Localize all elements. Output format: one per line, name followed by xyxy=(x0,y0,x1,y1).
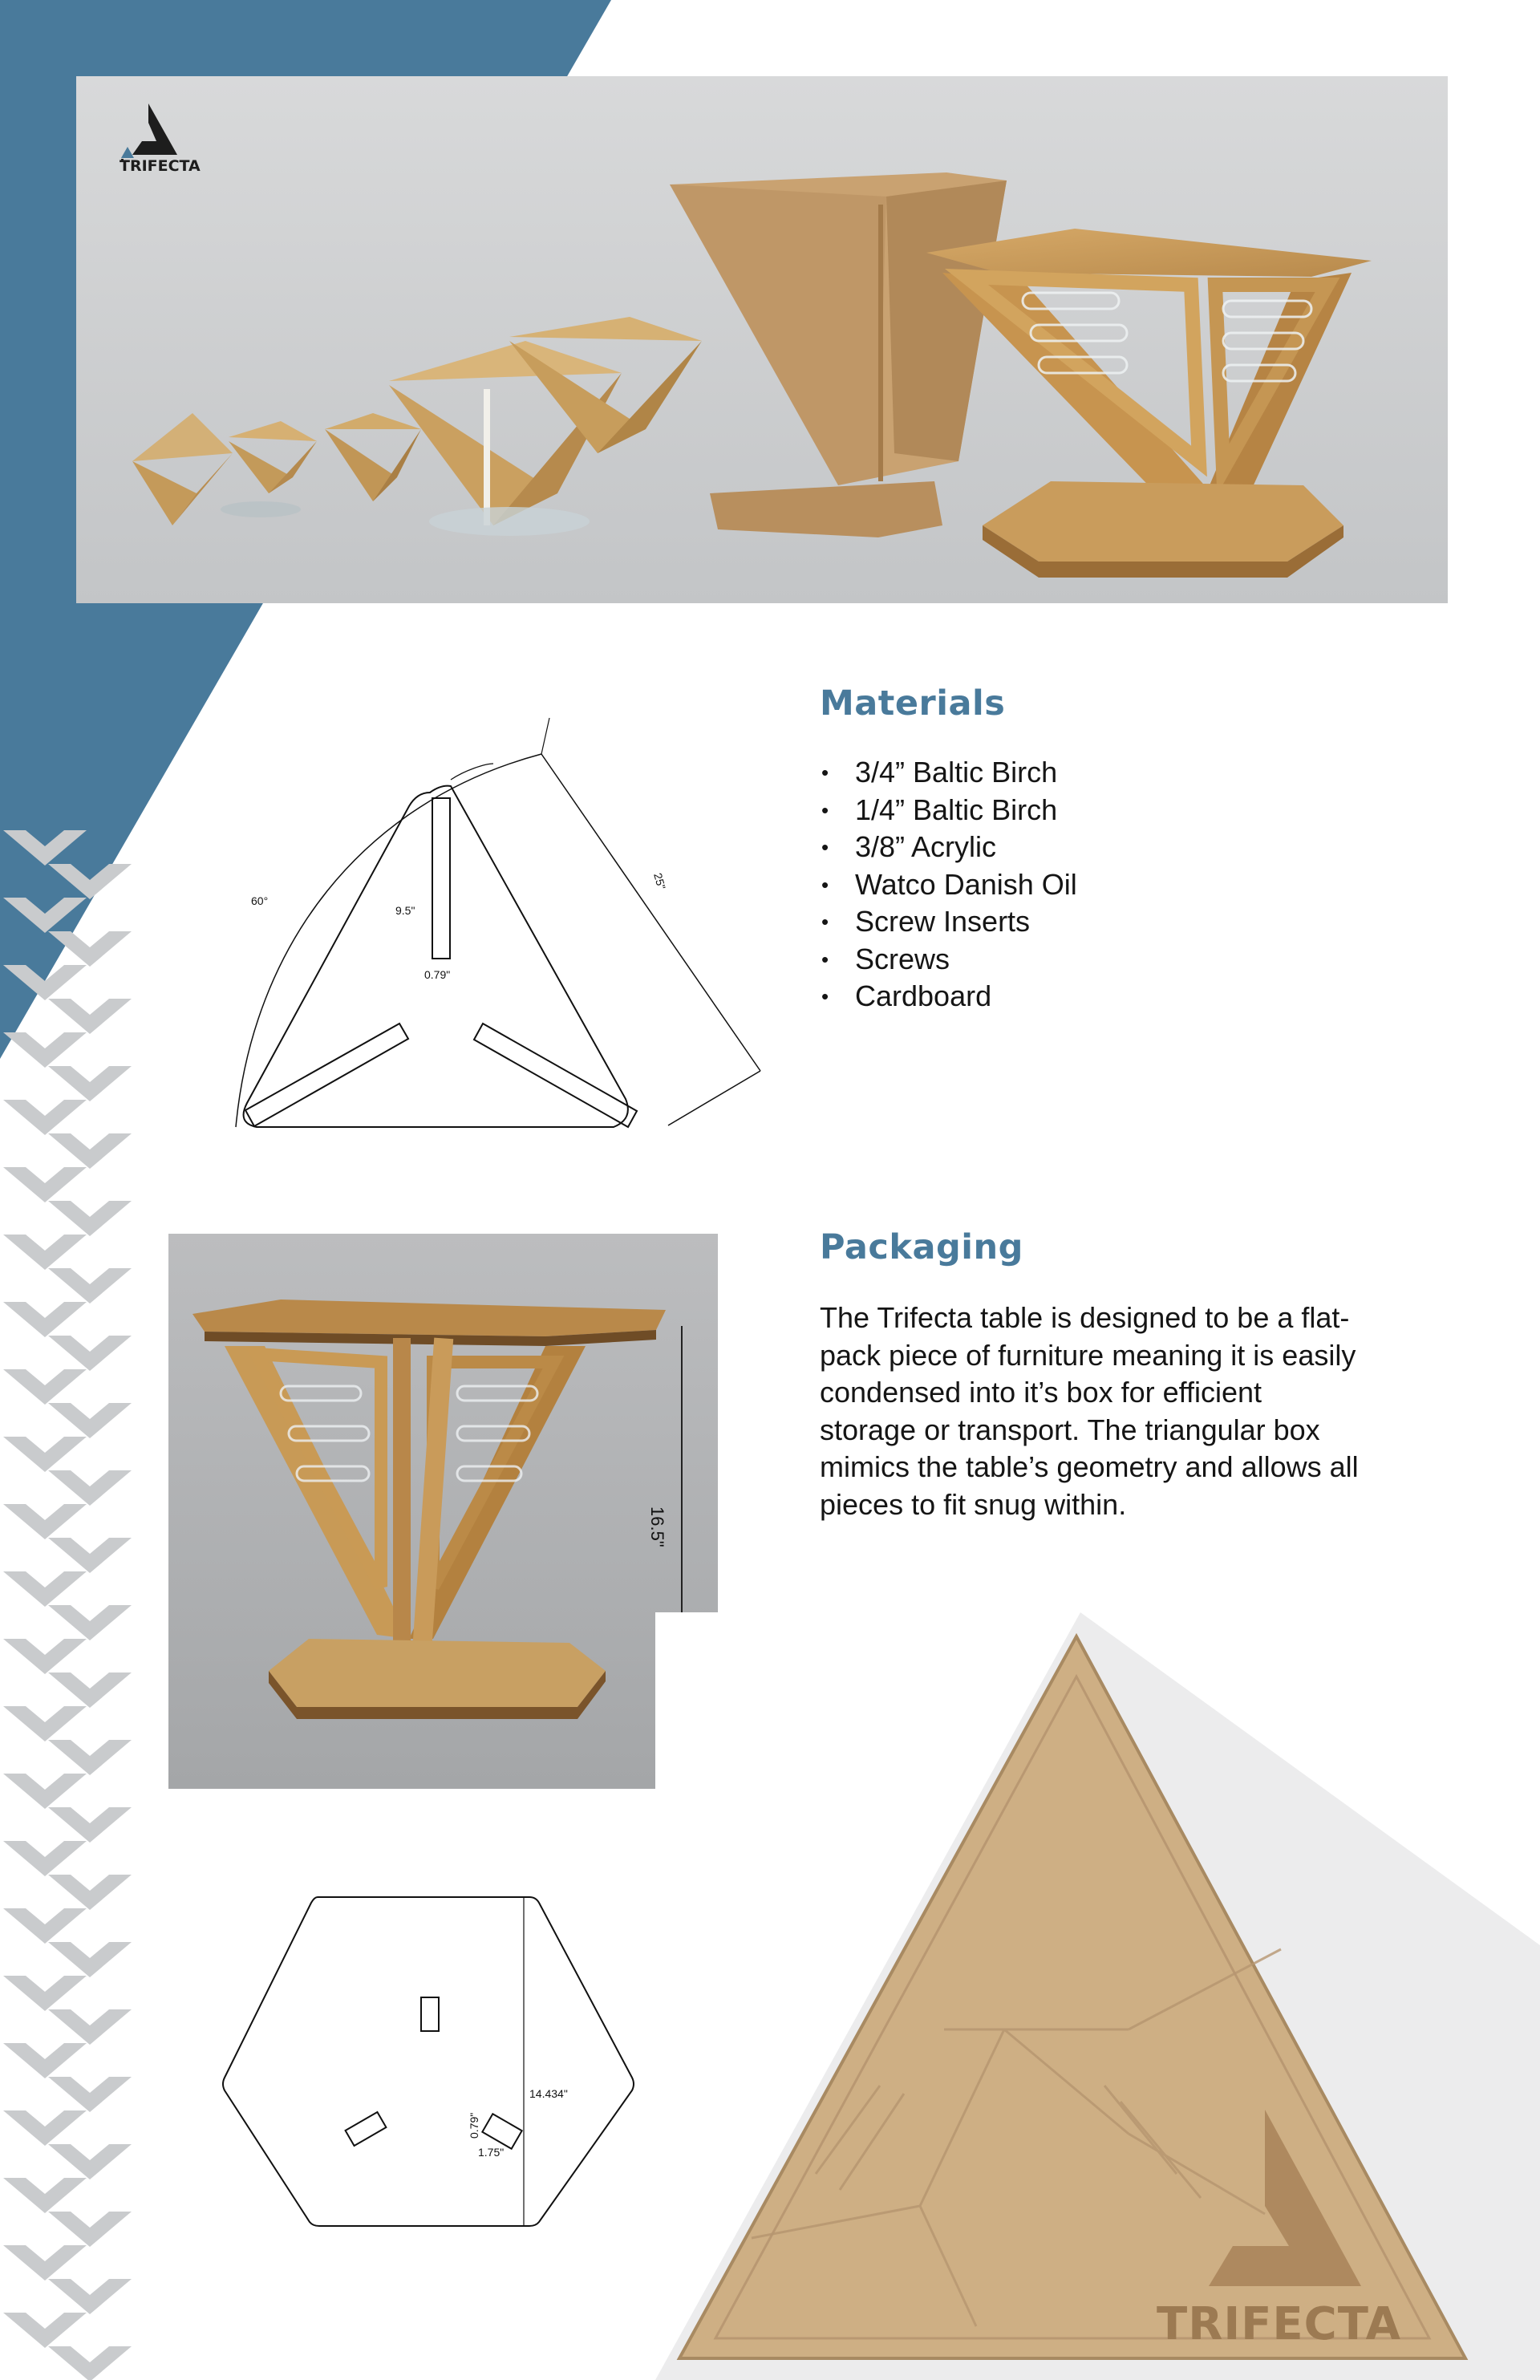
packaging-heading: Packaging xyxy=(820,1227,1023,1267)
slot-width-dimension: 0.79" xyxy=(424,968,451,981)
chevron-shape xyxy=(3,2178,87,2213)
materials-heading: Materials xyxy=(820,683,1006,724)
chevron-shape xyxy=(3,2043,87,2078)
tabletop-technical-drawing xyxy=(225,690,770,1147)
box-engraved-brand: TRIFECTA xyxy=(1157,2298,1401,2350)
chevron-shape xyxy=(48,1807,132,1843)
chevron-shape xyxy=(48,1066,132,1101)
chevron-shape xyxy=(3,1100,87,1135)
chevron-pattern xyxy=(3,830,132,2380)
chevron-shape xyxy=(48,1942,132,1977)
chevron-shape xyxy=(48,1470,132,1506)
materials-item: • Screw Inserts xyxy=(820,903,1077,941)
materials-list xyxy=(820,754,1077,1016)
chevron-shape xyxy=(48,1268,132,1304)
base-technical-drawing xyxy=(217,1893,642,2230)
chevron-shape xyxy=(3,2313,87,2348)
brand-logo xyxy=(97,97,201,173)
chevron-shape xyxy=(48,1133,132,1169)
chevron-shape xyxy=(3,1639,87,1674)
chevron-shape xyxy=(48,2077,132,2112)
materials-item: • 3/8” Acrylic xyxy=(820,829,1077,866)
chevron-shape xyxy=(48,1336,132,1371)
chevron-shape xyxy=(48,2009,132,2045)
base-slot-length-dimension: 1.75" xyxy=(478,2146,505,2159)
angle-dimension: 60° xyxy=(251,894,269,907)
slot-length-dimension: 9.5" xyxy=(395,904,415,917)
chevron-shape xyxy=(48,2279,132,2314)
chevron-shape xyxy=(3,2110,87,2146)
chevron-shape xyxy=(3,2245,87,2281)
materials-item: • Screws xyxy=(820,941,1077,979)
chevron-shape xyxy=(48,2346,132,2380)
side-length-dimension: 25" xyxy=(651,871,669,891)
chevron-shape xyxy=(3,1032,87,1068)
packaging-description: The Trifecta table is designed to be a flat-pack piece of furniture meaning it is easily condensed into it’s box for efficient storage or transport. The triangular box mimics the table’s geometry and allows all pieces to fit snug within. xyxy=(820,1301,1359,1521)
chevron-shape xyxy=(3,1302,87,1337)
chevron-shape xyxy=(48,999,132,1034)
chevron-shape xyxy=(3,1167,87,1202)
table-photo xyxy=(168,1234,718,1789)
chevron-shape xyxy=(3,1235,87,1270)
chevron-shape xyxy=(48,1201,132,1236)
chevron-shape xyxy=(3,1908,87,1944)
materials-item: • Cardboard xyxy=(820,978,1077,1016)
chevron-shape xyxy=(48,1875,132,1910)
chevron-shape xyxy=(48,2212,132,2247)
table-height-dimension: 16.5" xyxy=(647,1506,667,1547)
chevron-shape xyxy=(48,1403,132,1438)
chevron-shape xyxy=(48,2144,132,2179)
chevron-shape xyxy=(48,1740,132,1775)
base-width-dimension: 14.434" xyxy=(529,2087,568,2100)
chevron-shape xyxy=(3,1841,87,1876)
base-slot-width-dimension: 0.79" xyxy=(468,2112,480,2139)
materials-item: • Watco Danish Oil xyxy=(820,866,1077,904)
materials-item: • 1/4” Baltic Birch xyxy=(820,792,1077,829)
brand-name: TRIFECTA xyxy=(120,157,201,175)
chevron-shape xyxy=(3,1976,87,2011)
materials-item: • 3/4” Baltic Birch xyxy=(820,754,1077,792)
chevron-shape xyxy=(3,1774,87,1809)
chevron-shape xyxy=(48,1672,132,1708)
chevron-shape xyxy=(3,1571,87,1607)
chevron-shape xyxy=(48,1538,132,1573)
chevron-shape xyxy=(3,1437,87,1472)
chevron-shape xyxy=(3,1369,87,1405)
chevron-shape xyxy=(3,1504,87,1539)
chevron-shape xyxy=(48,1605,132,1640)
hero-photo-tables-lineup xyxy=(76,76,1448,603)
chevron-shape xyxy=(3,1706,87,1741)
box-photo xyxy=(655,1612,1540,2380)
